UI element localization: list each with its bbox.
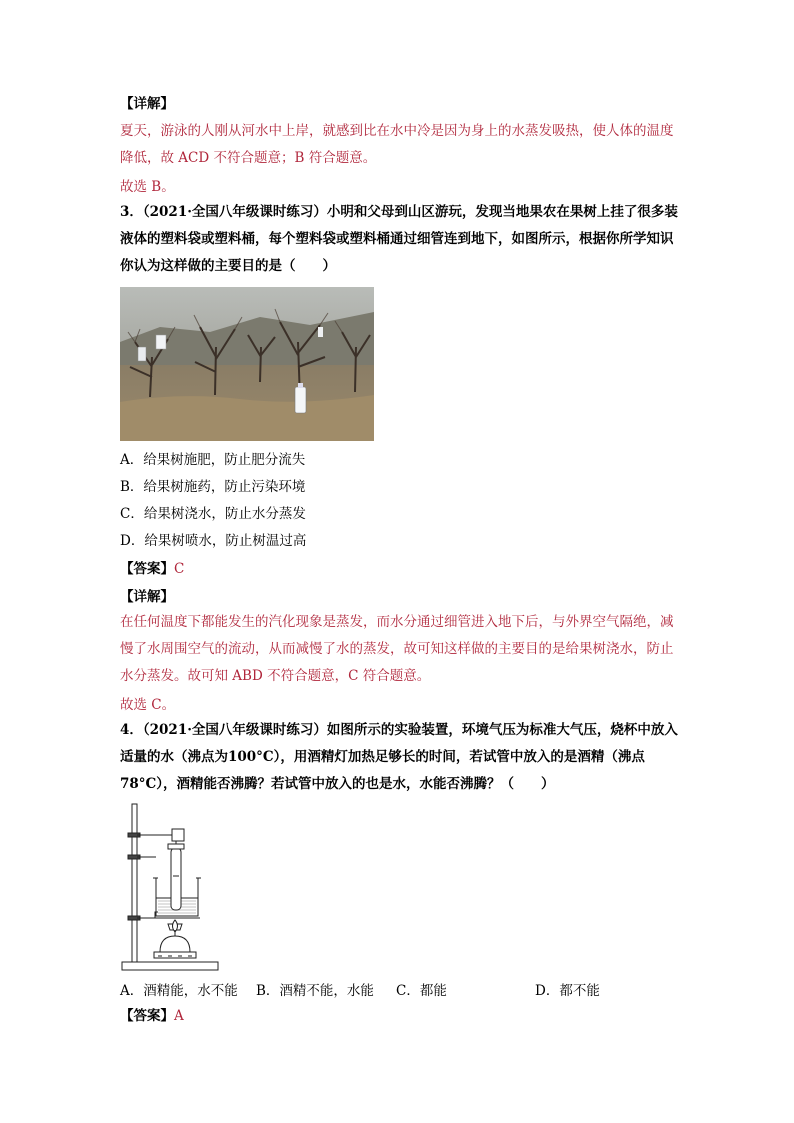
q3-answer: C	[174, 561, 185, 577]
q3-detail-text: 在任何温度下都能发生的汽化现象是蒸发，而水分通过细管进入地下后，与外界空气隔绝，减慢了水周围空气的流动，从而减慢了水的蒸发，故可知这样做的主要目的是给果树浇水，防止水分蒸发。故可知 ABD 不符合题意，C 符合题意。	[120, 614, 674, 684]
q3-stem: 3．（2021·全国八年级课时练习）小明和父母到山区游玩，发现当地果农在果树上挂了很多装液体的塑料袋或塑料桶，每个塑料袋或塑料桶通过细管连到地下，如图所示，根据你所学知识你认为这样做的主要目的是（ ）	[120, 204, 678, 274]
q4-answer: A	[174, 1008, 184, 1024]
q2-conclusion: 故选 B。	[120, 179, 175, 195]
q4-option-a: A．酒精能，水不能	[120, 983, 238, 999]
q3-answer-line	[120, 560, 184, 578]
boiling-apparatus-diagram	[120, 800, 220, 972]
orchard-photo	[120, 287, 374, 441]
q3-option-d: D．给果树喷水，防止树温过高	[120, 533, 307, 549]
q4-option-d: D．都不能	[535, 983, 600, 999]
q4-answer-line	[120, 1007, 184, 1025]
q4-option-b: B．酒精不能，水能	[256, 983, 374, 999]
q4-option-c: C．都能	[396, 983, 447, 999]
q3-conclusion: 故选 C。	[120, 697, 176, 713]
q2-detail-tag: 【详解】	[120, 96, 174, 112]
q3-option-a: A．给果树施肥，防止肥分流失	[120, 452, 306, 468]
q3-option-c: C．给果树浇水，防止水分蒸发	[120, 506, 306, 522]
q3-answer-tag: 【答案】	[120, 561, 174, 577]
q4-stem: 4．（2021·全国八年级课时练习）如图所示的实验装置，环境气压为标准大气压，烧杯中放入适量的水（沸点为100°C），用酒精灯加热足够长的时间，若试管中放入的是酒精（沸点 78°C），酒精能否沸腾？若试管中放入的也是水，水能否沸腾？（ ）	[120, 722, 678, 792]
q4-answer-tag: 【答案】	[120, 1008, 174, 1024]
q2-detail-text: 夏天，游泳的人刚从河水中上岸，就感到比在水中冷是因为身上的水蒸发吸热，使人体的温度降低，故 ACD 不符合题意；B 符合题意。	[120, 123, 674, 166]
q3-detail-tag: 【详解】	[120, 589, 174, 605]
q3-option-b: B．给果树施药，防止污染环境	[120, 479, 306, 495]
